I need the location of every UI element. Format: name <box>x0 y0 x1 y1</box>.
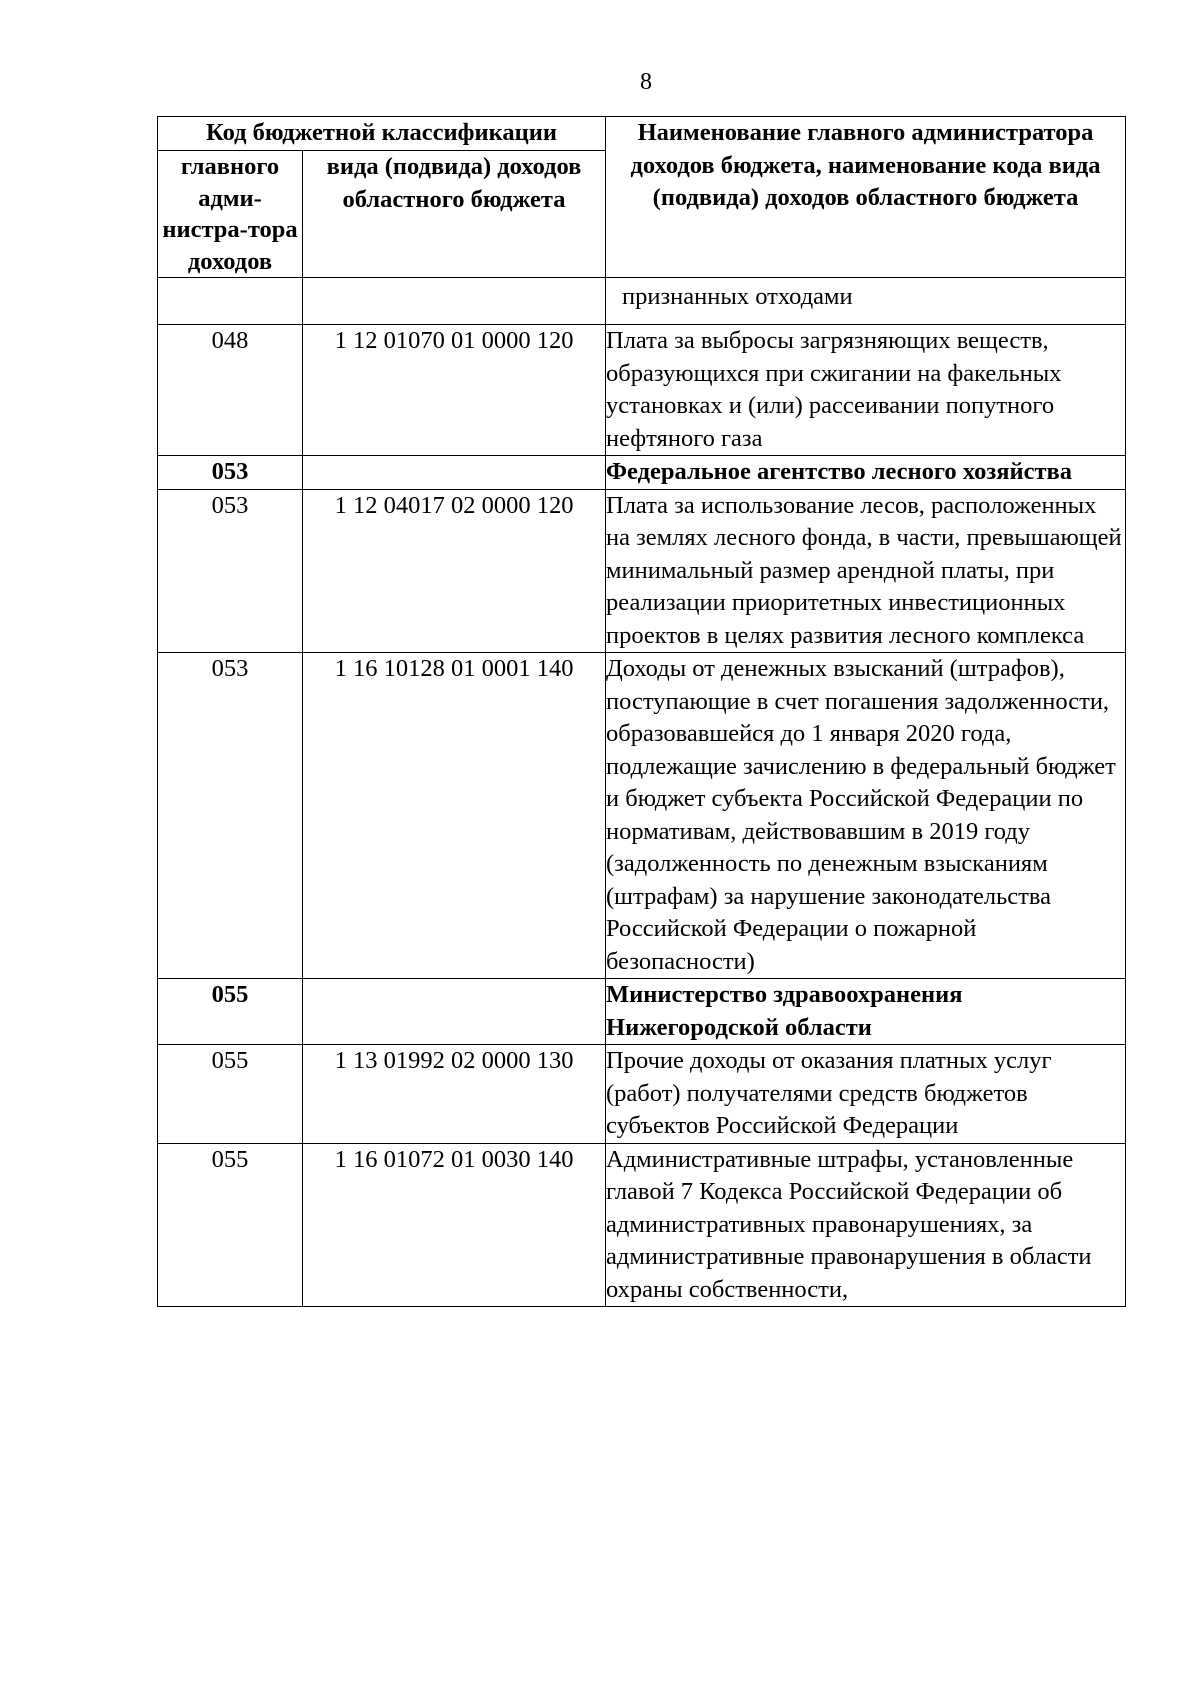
header-code-group: Код бюджетной классификации <box>158 117 606 151</box>
income-name-cell: Административные штрафы, установленные главой 7 Кодекса Российской Федерации об административных правонарушениях, за административные правонарушения в области охраны собственности, <box>606 1143 1126 1307</box>
table-row <box>158 456 1126 490</box>
income-code-cell: 1 16 01072 01 0030 140 <box>303 1143 606 1307</box>
table-row <box>158 979 1126 1045</box>
income-name-cell: Доходы от денежных взысканий (штрафов), поступающие в счет погашения задолженности, образовавшейся до 1 января 2020 года, подлежащие зачислению в федеральный бюджет и бюджет субъекта Российской Федерации по нормативам, действовавшим в 2019 году (задолженность по денежным взысканиям (штрафам) за нарушение законодательства Российской Федерации о пожарной безопасности) <box>606 653 1126 979</box>
page-number: 8 <box>640 69 652 95</box>
income-name-cell: Федеральное агентство лесного хозяйства <box>606 456 1126 490</box>
admin-code-cell: 048 <box>158 325 303 456</box>
income-name-cell: признанных отходами <box>606 278 1126 325</box>
table-body <box>158 278 1126 1307</box>
admin-code-cell: 053 <box>158 456 303 490</box>
header-name-column: Наименование главного администратора доходов бюджета, наименование кода вида (подвида) доходов областного бюджета <box>606 117 1126 278</box>
admin-code-cell: 055 <box>158 979 303 1045</box>
admin-code-cell: 055 <box>158 1143 303 1307</box>
income-code-cell <box>303 456 606 490</box>
income-name-cell: Прочие доходы от оказания платных услуг (работ) получателями средств бюджетов субъектов Российской Федерации <box>606 1045 1126 1144</box>
header-admin-column: главного адми-нистра-тора доходов <box>158 151 303 278</box>
table-row <box>158 1143 1126 1307</box>
budget-classification-table <box>157 116 1126 1307</box>
admin-code-cell: 053 <box>158 653 303 979</box>
table-row <box>158 1045 1126 1144</box>
income-name-cell: Плата за использование лесов, расположенных на землях лесного фонда, в части, превышающей минимальный размер арендной платы, при реализации приоритетных инвестиционных проектов в целях развития лесного комплекса <box>606 489 1126 653</box>
table-row <box>158 489 1126 653</box>
admin-code-cell: 053 <box>158 489 303 653</box>
admin-code-cell <box>158 278 303 325</box>
income-name-cell: Плата за выбросы загрязняющих веществ, образующихся при сжигании на факельных установках и (или) рассеивании попутного нефтяного газа <box>606 325 1126 456</box>
income-code-cell <box>303 979 606 1045</box>
income-code-cell <box>303 278 606 325</box>
income-name-cell: Министерство здравоохранения Нижегородской области <box>606 979 1126 1045</box>
income-code-cell: 1 13 01992 02 0000 130 <box>303 1045 606 1144</box>
income-code-cell: 1 16 10128 01 0001 140 <box>303 653 606 979</box>
income-code-cell: 1 12 04017 02 0000 120 <box>303 489 606 653</box>
table-row <box>158 653 1126 979</box>
header-row-group <box>158 117 1126 151</box>
header-code-column: вида (подвида) доходов областного бюджета <box>303 151 606 278</box>
admin-code-cell: 055 <box>158 1045 303 1144</box>
table-row <box>158 278 1126 325</box>
income-code-cell: 1 12 01070 01 0000 120 <box>303 325 606 456</box>
table-row <box>158 325 1126 456</box>
